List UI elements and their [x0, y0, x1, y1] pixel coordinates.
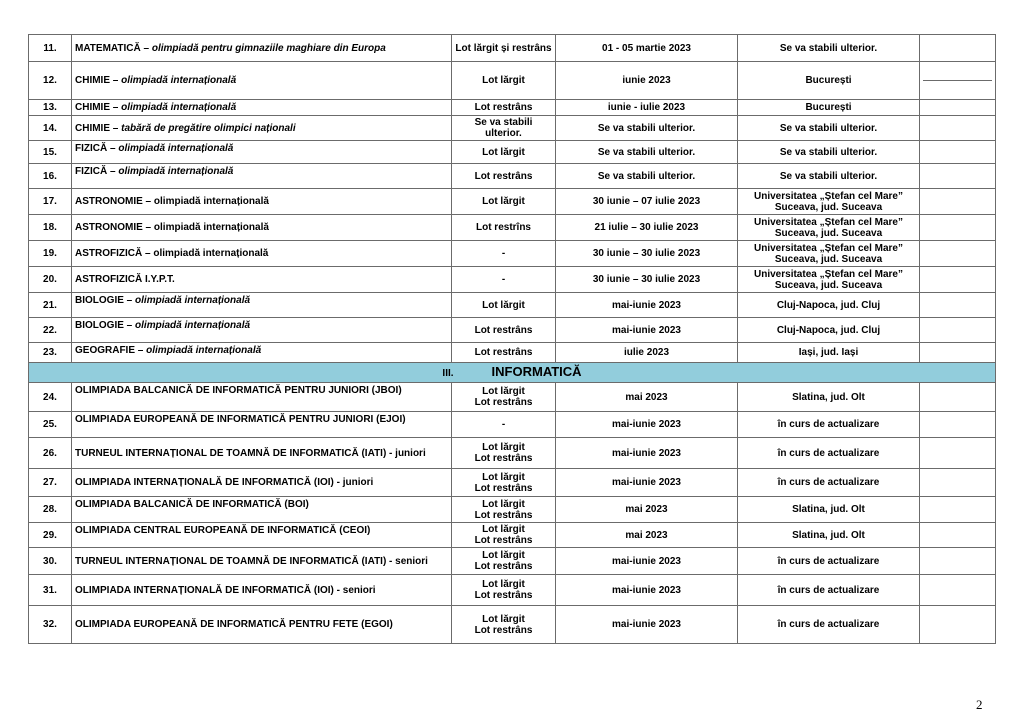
lot-cell: Lot lărgit [452, 141, 556, 164]
empty-cell [920, 523, 996, 548]
lot-cell: Lot restrâns [452, 164, 556, 189]
subject-description: olimpiadă internațională [121, 102, 237, 113]
subject-cell: OLIMPIADA INTERNAȚIONALĂ DE INFORMATICĂ (IOI) - seniori [72, 575, 452, 606]
subject-cell [72, 241, 452, 267]
subject-description: olimpiadă internațională [118, 143, 234, 154]
lot-line: Lot restrâns [474, 482, 533, 494]
subject-dash: – [135, 345, 147, 356]
empty-cell [920, 62, 996, 100]
date-cell: mai-iunie 2023 [556, 469, 738, 497]
table-row [29, 100, 996, 116]
location-cell: Se va stabili ulterior. [738, 35, 920, 62]
subject-name: FIZICĂ [75, 143, 108, 154]
lot-line: Lot lărgit [482, 442, 525, 453]
subject-cell [72, 35, 452, 62]
row-number: 29. [29, 523, 72, 548]
empty-cell [920, 412, 996, 438]
location-cell: în curs de actualizare [738, 606, 920, 644]
subject-description: tabără de pregătire olimpici naționali [121, 122, 296, 134]
subject-name: BIOLOGIE [75, 295, 124, 306]
subject-cell [72, 100, 452, 116]
date-cell: mai 2023 [556, 497, 738, 523]
lot-line: Lot restrâns [474, 397, 533, 408]
table-row [29, 267, 996, 293]
empty-cell [920, 575, 996, 606]
subject-description: olimpiadă internațională [135, 295, 251, 306]
row-number: 22. [29, 318, 72, 343]
location-cell: în curs de actualizare [738, 469, 920, 497]
subject-cell [72, 116, 452, 141]
empty-cell [920, 116, 996, 141]
subject-dash: – [110, 102, 122, 113]
lot-cell [452, 469, 556, 497]
empty-cell [920, 141, 996, 164]
section-number: III. [442, 368, 454, 379]
lot-cell [452, 575, 556, 606]
lot-cell: Lot lărgit [452, 189, 556, 215]
subject-dash: – [107, 143, 119, 154]
empty-cell [920, 100, 996, 116]
table-row [29, 343, 996, 363]
row-number: 32. [29, 606, 72, 644]
lot-line: Lot lărgit [482, 550, 525, 561]
lot-line: Lot restrâns [474, 453, 533, 464]
location-cell: Slatina, jud. Olt [738, 523, 920, 548]
date-cell: 30 iunie – 30 iulie 2023 [556, 241, 738, 267]
empty-cell [920, 469, 996, 497]
subject-dash: – [140, 42, 152, 54]
date-cell: iulie 2023 [556, 343, 738, 363]
subject-cell [72, 267, 452, 293]
date-cell: mai-iunie 2023 [556, 606, 738, 644]
date-cell: mai-iunie 2023 [556, 293, 738, 318]
subject-description: olimpiadă internațională [153, 248, 269, 259]
subject-cell [72, 293, 452, 318]
table-row [29, 548, 996, 575]
table-row [29, 116, 996, 141]
subject-cell: OLIMPIADA BALCANICĂ DE INFORMATICĂ PENTRU JUNIORI (JBOI) [72, 383, 452, 412]
date-cell: Se va stabili ulterior. [556, 116, 738, 141]
location-cell: Se va stabili ulterior. [738, 116, 920, 141]
subject-name: FIZICĂ [75, 166, 108, 177]
table-row [29, 383, 996, 412]
date-cell: mai-iunie 2023 [556, 548, 738, 575]
subject-dash: – [142, 248, 154, 259]
subject-cell: OLIMPIADA INTERNAȚIONALĂ DE INFORMATICĂ (IOI) - juniori [72, 469, 452, 497]
row-number: 16. [29, 164, 72, 189]
empty-cell [920, 164, 996, 189]
row-number: 19. [29, 241, 72, 267]
empty-cell [920, 497, 996, 523]
lot-line: Lot restrâns [474, 509, 533, 521]
section-title: INFORMATICĂ [491, 364, 582, 379]
date-cell: 30 iunie – 30 iulie 2023 [556, 267, 738, 293]
subject-cell: OLIMPIADA BALCANICĂ DE INFORMATICĂ (BOI) [72, 497, 452, 523]
subject-dash: – [142, 196, 154, 207]
location-cell: în curs de actualizare [738, 548, 920, 575]
table-row [29, 215, 996, 241]
lot-cell [452, 383, 556, 412]
lot-line: Lot restrâns [474, 624, 533, 636]
table-row [29, 318, 996, 343]
row-number: 31. [29, 575, 72, 606]
subject-description: olimpiadă internațională [153, 222, 269, 233]
date-cell: mai 2023 [556, 383, 738, 412]
page-number: 2 [976, 697, 983, 712]
lot-line: Lot lărgit [482, 498, 525, 510]
lot-line: Lot restrâns [474, 535, 533, 546]
empty-cell [920, 215, 996, 241]
lot-cell: - [452, 241, 556, 267]
section-header-row [29, 363, 996, 383]
row-number: 20. [29, 267, 72, 293]
empty-cell [920, 35, 996, 62]
subject-name: CHIMIE [75, 75, 110, 86]
subject-cell [72, 189, 452, 215]
subject-name: ASTROFIZICĂ I.Y.P.T. [75, 274, 175, 285]
lot-cell [452, 548, 556, 575]
row-number: 25. [29, 412, 72, 438]
table-row [29, 469, 996, 497]
subject-cell [72, 318, 452, 343]
table-row [29, 523, 996, 548]
subject-dash: – [142, 222, 154, 233]
lot-line: Lot lărgit [482, 579, 525, 590]
location-cell: Se va stabili ulterior. [738, 141, 920, 164]
lot-line: Lot lărgit [482, 386, 525, 397]
lot-line: Lot restrâns [474, 590, 533, 601]
subject-name: BIOLOGIE [75, 320, 124, 331]
subject-description: olimpiadă pentru gimnaziile maghiare din Europa [151, 42, 386, 54]
subject-description: olimpiadă internațională [153, 196, 269, 207]
subject-cell [72, 215, 452, 241]
table-body [29, 35, 996, 644]
subject-name: ASTRONOMIE [75, 196, 143, 207]
subject-cell [72, 141, 452, 164]
date-cell: mai 2023 [556, 523, 738, 548]
table-row [29, 575, 996, 606]
date-cell: mai-iunie 2023 [556, 412, 738, 438]
lot-cell: Lot lărgit [452, 62, 556, 100]
location-cell: Cluj-Napoca, jud. Cluj [738, 318, 920, 343]
table-row [29, 293, 996, 318]
subject-description: olimpiadă internațională [121, 75, 237, 86]
lot-cell: Lot restrâns [452, 343, 556, 363]
location-cell: Universitatea „Ștefan cel Mare” Suceava, jud. Suceava [738, 267, 920, 293]
location-cell: Universitatea „Ștefan cel Mare” Suceava, jud. Suceava [738, 189, 920, 215]
date-cell: 21 iulie – 30 iulie 2023 [556, 215, 738, 241]
subject-dash: – [110, 75, 122, 86]
lot-cell: Lot lărgit [452, 293, 556, 318]
location-cell: București [738, 62, 920, 100]
location-cell: Iași, jud. Iași [738, 343, 920, 363]
subject-cell [72, 343, 452, 363]
subject-description: olimpiadă internațională [146, 345, 262, 356]
table-row [29, 141, 996, 164]
row-number: 26. [29, 438, 72, 469]
lot-line: Lot lărgit [482, 524, 525, 535]
empty-cell [920, 343, 996, 363]
lot-cell [452, 523, 556, 548]
row-number: 13. [29, 100, 72, 116]
row-number: 24. [29, 383, 72, 412]
date-cell: mai-iunie 2023 [556, 318, 738, 343]
row-number: 23. [29, 343, 72, 363]
subject-name: ASTRONOMIE [75, 222, 143, 233]
table-row [29, 241, 996, 267]
table-row [29, 62, 996, 100]
lot-cell: Lot lărgit și restrâns [452, 35, 556, 62]
table-row [29, 189, 996, 215]
subject-dash: – [123, 295, 136, 306]
empty-cell [920, 606, 996, 644]
empty-cell [920, 548, 996, 575]
date-cell: mai-iunie 2023 [556, 575, 738, 606]
empty-cell [920, 438, 996, 469]
subject-cell: OLIMPIADA CENTRAL EUROPEANĂ DE INFORMATICĂ (CEOI) [72, 523, 452, 548]
table-row [29, 164, 996, 189]
table-row [29, 35, 996, 62]
location-cell: în curs de actualizare [738, 438, 920, 469]
location-cell: Universitatea „Ștefan cel Mare” Suceava, jud. Suceava [738, 215, 920, 241]
lot-line: Lot lărgit [482, 471, 525, 483]
lot-line: Lot lărgit [482, 613, 525, 625]
empty-cell [920, 383, 996, 412]
row-number: 14. [29, 116, 72, 141]
subject-dash: – [123, 320, 136, 331]
row-number: 28. [29, 497, 72, 523]
subject-description: olimpiadă internațională [118, 166, 234, 177]
location-cell: în curs de actualizare [738, 412, 920, 438]
lot-cell [452, 497, 556, 523]
table-row [29, 606, 996, 644]
location-cell: Se va stabili ulterior. [738, 164, 920, 189]
subject-dash: – [110, 122, 122, 134]
date-cell: Se va stabili ulterior. [556, 141, 738, 164]
subject-cell [72, 62, 452, 100]
row-number: 11. [29, 35, 72, 62]
date-cell: Se va stabili ulterior. [556, 164, 738, 189]
lot-cell [452, 438, 556, 469]
subject-description: olimpiadă internațională [135, 320, 251, 331]
lot-cell [452, 606, 556, 644]
lot-line: Lot restrâns [474, 561, 533, 572]
location-cell: Universitatea „Ștefan cel Mare” Suceava, jud. Suceava [738, 241, 920, 267]
row-number: 27. [29, 469, 72, 497]
lot-cell: Lot restrîns [452, 215, 556, 241]
date-cell: iunie - iulie 2023 [556, 100, 738, 116]
section-header [29, 363, 996, 383]
date-cell: 30 iunie – 07 iulie 2023 [556, 189, 738, 215]
empty-cell [920, 318, 996, 343]
subject-name: MATEMATICĂ [75, 42, 141, 54]
row-number: 12. [29, 62, 72, 100]
subject-cell [72, 164, 452, 189]
table-row [29, 438, 996, 469]
subject-name: GEOGRAFIE [75, 345, 136, 356]
location-cell: București [738, 100, 920, 116]
row-number: 21. [29, 293, 72, 318]
olympiad-schedule-table [28, 34, 996, 644]
subject-name: CHIMIE [75, 122, 110, 134]
subject-name: ASTROFIZICĂ [75, 248, 143, 259]
subject-cell: TURNEUL INTERNAȚIONAL DE TOAMNĂ DE INFORMATICĂ (IATI) - juniori [72, 438, 452, 469]
subject-cell: TURNEUL INTERNAȚIONAL DE TOAMNĂ DE INFORMATICĂ (IATI) - seniori [72, 548, 452, 575]
location-cell: Cluj-Napoca, jud. Cluj [738, 293, 920, 318]
subject-cell: OLIMPIADA EUROPEANĂ DE INFORMATICĂ PENTRU FETE (EGOI) [72, 606, 452, 644]
row-number: 15. [29, 141, 72, 164]
date-cell: mai-iunie 2023 [556, 438, 738, 469]
row-number: 30. [29, 548, 72, 575]
empty-cell [920, 267, 996, 293]
date-cell: 01 - 05 martie 2023 [556, 35, 738, 62]
location-cell: Slatina, jud. Olt [738, 383, 920, 412]
empty-cell [920, 241, 996, 267]
lot-line: - [501, 419, 506, 430]
row-number: 18. [29, 215, 72, 241]
table-row [29, 412, 996, 438]
lot-cell: Se va stabili ulterior. [452, 116, 556, 141]
empty-cell [920, 293, 996, 318]
empty-cell [920, 189, 996, 215]
row-number: 17. [29, 189, 72, 215]
subject-name: CHIMIE [75, 102, 110, 113]
table-row [29, 497, 996, 523]
lot-cell [452, 412, 556, 438]
lot-cell: Lot restrâns [452, 100, 556, 116]
lot-cell: Lot restrâns [452, 318, 556, 343]
subject-cell: OLIMPIADA EUROPEANĂ DE INFORMATICĂ PENTRU JUNIORI (EJOI) [72, 412, 452, 438]
split-empty-cell [923, 80, 992, 81]
lot-cell: - [452, 267, 556, 293]
location-cell: Slatina, jud. Olt [738, 497, 920, 523]
subject-dash: – [107, 166, 119, 177]
location-cell: în curs de actualizare [738, 575, 920, 606]
date-cell: iunie 2023 [556, 62, 738, 100]
